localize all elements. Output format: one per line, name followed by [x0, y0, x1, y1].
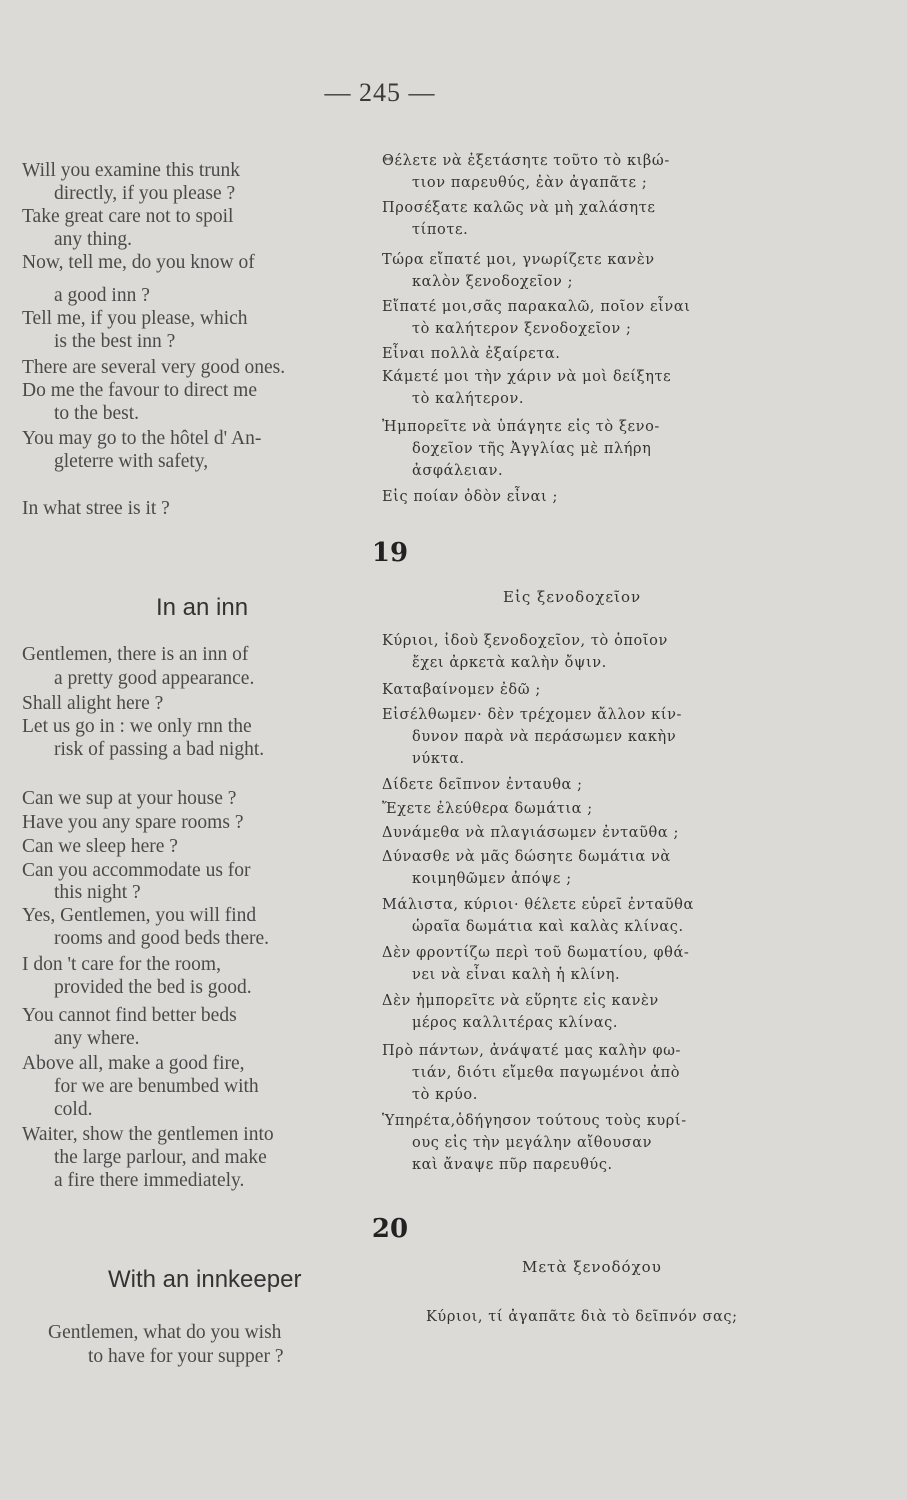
greek-line: Δὲν ἠμπορεῖτε νὰ εὕρητε εἰς κανὲν: [382, 993, 659, 1009]
english-line: Now, tell me, do you know of: [22, 252, 255, 273]
greek-line: Εἰσέλθωμεν· δὲν τρέχομεν ἄλλον κίν-: [382, 707, 683, 723]
greek-line: Πρὸ πάντων, ἀνάψατέ μας καλὴν φω-: [382, 1043, 682, 1059]
english-line: Let us go in : we only rnn the: [22, 716, 252, 737]
greek-line: ἀσφάλειαν.: [412, 463, 504, 479]
greek-line: τιον παρευθύς, ἐὰν ἀγαπᾶτε ;: [412, 175, 648, 191]
greek-line: Τώρα εἴπατέ μοι, γνωρίζετε κανὲν: [382, 252, 655, 268]
english-line: Do me the favour to direct me: [22, 380, 257, 401]
greek-line: τὸ καλήτερον.: [412, 391, 525, 407]
english-line: You may go to the hôtel d' An-: [22, 428, 262, 449]
section-title-english: In an inn: [156, 594, 249, 621]
greek-line: Δίδετε δεῖπνον ἐνταυθα ;: [382, 777, 583, 793]
greek-line: τὸ κρύο.: [412, 1087, 478, 1103]
section-title-english: With an innkeeper: [108, 1266, 302, 1293]
greek-line: Εἴπατέ μοι,σᾶς παρακαλῶ, ποῖον εἶναι: [382, 299, 691, 315]
english-line: for we are benumbed with: [54, 1076, 259, 1097]
english-line: is the best inn ?: [54, 331, 176, 352]
english-line: Have you any spare rooms ?: [22, 812, 244, 833]
english-line: to the best.: [54, 403, 140, 424]
greek-line: Κύριοι, ἰδοὺ ξενοδοχεῖον, τὸ ὁποῖον: [382, 633, 668, 649]
english-line: Yes, Gentlemen, you will find: [22, 905, 257, 926]
english-line: a fire there immediately.: [54, 1170, 245, 1191]
section-number: 20: [371, 1214, 409, 1244]
greek-line: Δύνασθε νὰ μᾶς δώσητε δωμάτια νὰ: [382, 849, 671, 865]
english-line: a pretty good appearance.: [54, 668, 255, 689]
english-line: Can we sup at your house ?: [22, 788, 237, 809]
greek-line: Κάμετέ μοι τὴν χάριν νὰ μοὶ δείξητε: [382, 369, 672, 385]
english-line: Tell me, if you please, which: [22, 308, 248, 329]
page-number: — 245 —: [324, 78, 436, 107]
english-line: risk of passing a bad night.: [54, 739, 265, 760]
english-line: Can we sleep here ?: [22, 836, 178, 857]
english-line: Gentlemen, what do you wish: [48, 1322, 282, 1343]
greek-line: Ἔχετε ἐλεύθερα δωμάτια ;: [382, 801, 593, 817]
greek-line: Καταβαίνομεν ἐδῶ ;: [382, 682, 541, 698]
greek-line: Δὲν φροντίζω περὶ τοῦ δωματίου, φθά-: [382, 945, 690, 961]
greek-line: Εἰς ποίαν ὁδὸν εἶναι ;: [382, 489, 558, 505]
greek-line: νύκτα.: [412, 751, 465, 767]
greek-line: Ὑπηρέτα,ὁδήγησον τούτους τοὺς κυρί-: [382, 1113, 687, 1129]
section-title-greek: Μετὰ ξενοδόχου: [522, 1258, 662, 1276]
section-title-greek: Εἰς ξενοδοχεῖον: [503, 588, 642, 606]
greek-line: νει νὰ εἶναι καλὴ ἡ κλίνη.: [412, 967, 621, 983]
greek-line: Κύριοι, τί ἀγαπᾶτε διὰ τὸ δεῖπνόν σας;: [426, 1309, 738, 1325]
english-line: directly, if you please ?: [54, 183, 236, 204]
english-line: I don 't care for the room,: [22, 954, 221, 975]
greek-line: κοιμηθῶμεν ἀπόψε ;: [412, 871, 572, 887]
english-line: There are several very good ones.: [22, 357, 286, 378]
english-line: this night ?: [54, 882, 141, 903]
english-line: a good inn ?: [54, 285, 150, 306]
greek-line: Θέλετε νὰ ἐξετάσητε τοῦτο τὸ κιβώ-: [382, 153, 670, 169]
greek-line: ἔχει ἀρκετὰ καλὴν ὄψιν.: [412, 655, 607, 671]
english-line: Gentlemen, there is an inn of: [22, 644, 249, 665]
greek-line: καλὸν ξενοδοχεῖον ;: [412, 274, 574, 290]
english-line: rooms and good beds there.: [54, 928, 269, 949]
greek-line: καὶ ἄναψε πῦρ παρευθύς.: [412, 1157, 613, 1173]
greek-line: ὡραῖα δωμάτια καὶ καλὰς κλίνας.: [412, 919, 684, 935]
greek-line: μέρος καλλιτέρας κλίνας.: [412, 1015, 619, 1031]
english-line: Take great care not to spoil: [22, 206, 234, 227]
english-line: the large parlour, and make: [54, 1147, 267, 1168]
english-line: provided the bed is good.: [54, 977, 252, 998]
greek-line: τίποτε.: [412, 222, 469, 238]
english-line: any thing.: [54, 229, 132, 250]
greek-line: Εἶναι πολλὰ ἐξαίρετα.: [382, 346, 561, 362]
greek-line: Προσέξατε καλῶς νὰ μὴ χαλάσητε: [382, 200, 656, 216]
english-line: to have for your supper ?: [88, 1346, 284, 1367]
english-line: Above all, make a good fire,: [22, 1053, 245, 1074]
section-number: 19: [371, 538, 409, 568]
english-line: In what stree is it ?: [22, 498, 170, 519]
greek-line: Ἠμπορεῖτε νὰ ὑπάγητε εἰς τὸ ξενο-: [382, 419, 660, 435]
greek-line: Μάλιστα, κύριοι· θέλετε εὑρεῖ ἐνταῦθα: [382, 897, 694, 913]
english-line: Will you examine this trunk: [22, 160, 241, 181]
english-line: Waiter, show the gentlemen into: [22, 1124, 274, 1145]
greek-line: δυνον παρὰ νὰ περάσωμεν κακὴν: [412, 729, 677, 745]
english-line: cold.: [54, 1099, 93, 1120]
greek-line: τὸ καλήτερον ξενοδοχεῖον ;: [412, 321, 632, 337]
english-line: any where.: [54, 1028, 140, 1049]
greek-line: ους εἰς τὴν μεγάλην αἴθουσαν: [412, 1135, 653, 1151]
greek-line: τιάν, διότι εἴμεθα παγωμένοι ἀπὸ: [412, 1065, 681, 1081]
english-line: Shall alight here ?: [22, 693, 164, 714]
english-line: Can you accommodate us for: [22, 860, 251, 881]
greek-line: Δυνάμεθα νὰ πλαγιάσωμεν ἐνταῦθα ;: [382, 825, 679, 841]
english-line: You cannot find better beds: [22, 1005, 237, 1026]
english-line: gleterre with safety,: [54, 451, 209, 472]
greek-line: δοχεῖον τῆς Ἀγγλίας μὲ πλήρη: [412, 441, 652, 457]
